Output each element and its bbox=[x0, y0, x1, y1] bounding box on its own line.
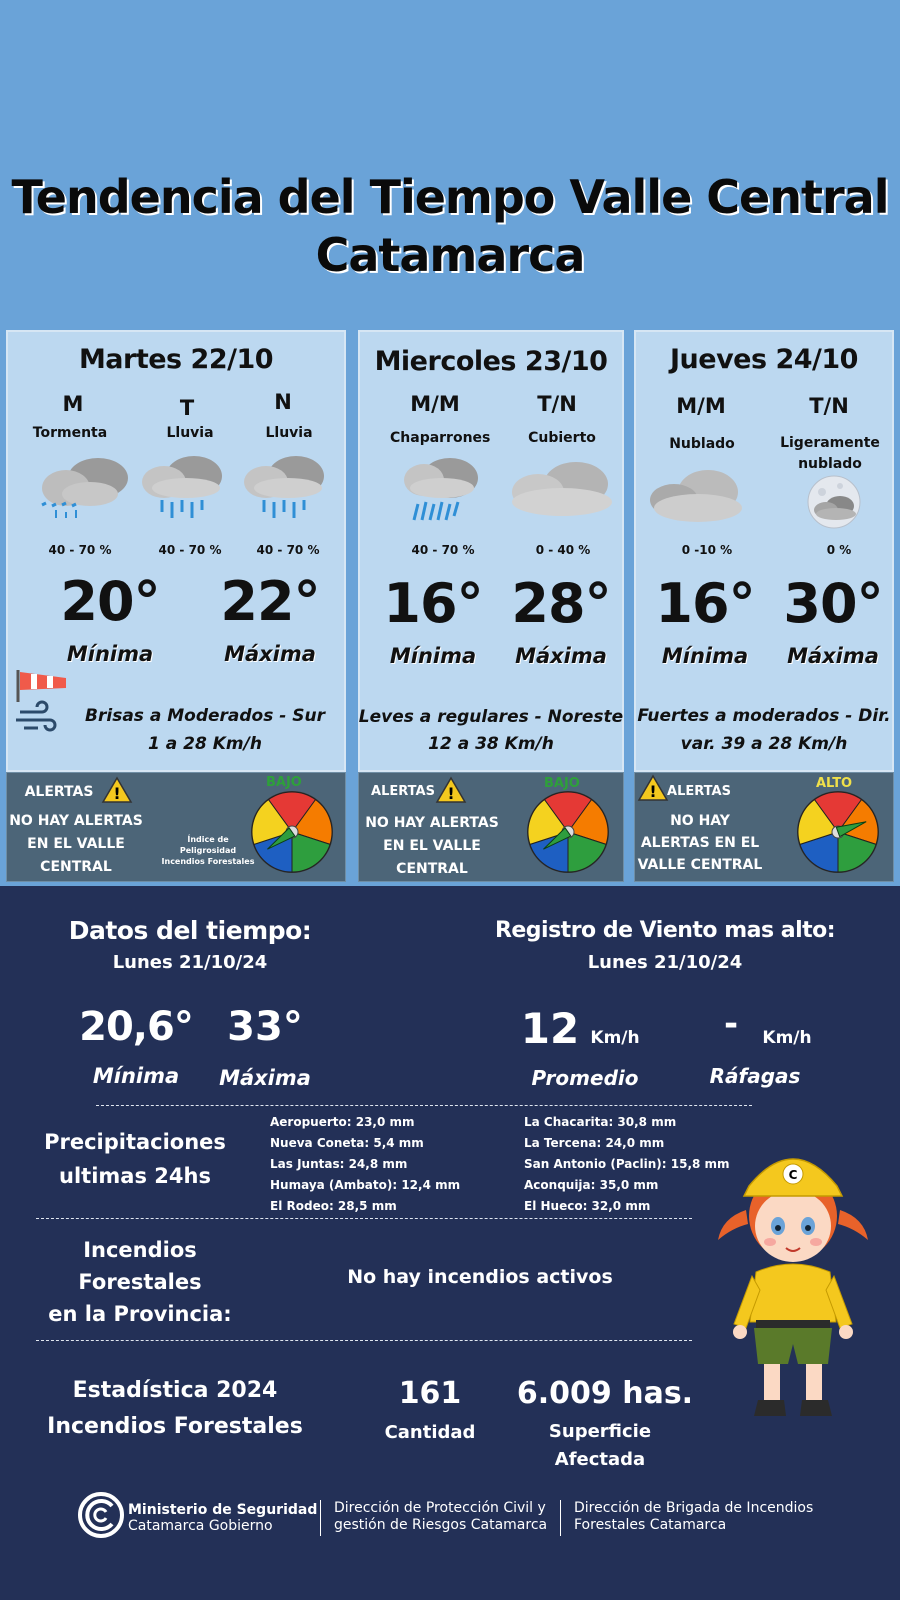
weather-data-title: Datos del tiempo: bbox=[68, 916, 312, 945]
footer-separator bbox=[320, 1500, 321, 1536]
fire-index-label: Índice de Peligrosidad Incendios Forestales bbox=[161, 835, 255, 866]
footer-separator bbox=[560, 1500, 561, 1536]
ministry-government: Catamarca Gobierno bbox=[128, 1518, 273, 1534]
divider bbox=[36, 1218, 692, 1219]
overcast-cloud-icon bbox=[506, 458, 616, 524]
condition-label: Lluvia bbox=[166, 425, 214, 441]
max-temp: 22° bbox=[220, 570, 320, 633]
divider bbox=[96, 1105, 752, 1106]
day-title: Jueves 24/10 bbox=[670, 344, 858, 375]
wind-average-unit: Km/h bbox=[590, 1028, 640, 1048]
fire-danger-gauge bbox=[796, 790, 880, 874]
rain-cloud-icon bbox=[140, 452, 226, 522]
alert-text: NO HAY ALERTAS EN EL VALLE CENTRAL bbox=[365, 815, 499, 877]
page-title: Tendencia del Tiempo Valle Central bbox=[11, 170, 889, 224]
wind-speed: 1 a 28 Km/h bbox=[148, 734, 262, 754]
rain-probability: 40 - 70 % bbox=[48, 543, 112, 557]
wind-average-label: Promedio bbox=[531, 1066, 639, 1090]
ministry-name: Ministerio de Seguridad bbox=[128, 1502, 318, 1518]
moon-cloud-icon bbox=[800, 474, 870, 532]
fire-level-label: BAJO bbox=[266, 775, 302, 790]
shower-cloud-icon bbox=[402, 454, 482, 530]
condition-label: Ligeramente bbox=[780, 435, 880, 451]
civil-protection-line2: gestión de Riesgos Catamarca bbox=[334, 1517, 548, 1533]
rain-probability: 0 - 40 % bbox=[535, 543, 591, 557]
alert-text: NO HAY ALERTAS EN EL VALLE CENTRAL bbox=[637, 813, 763, 873]
min-temp: 16° bbox=[655, 572, 755, 635]
rain-cloud-icon bbox=[242, 452, 328, 522]
rain-probability: 0 -10 % bbox=[681, 543, 733, 557]
fires-count-label: Cantidad bbox=[384, 1422, 476, 1443]
rain-probability: 40 - 70 % bbox=[411, 543, 475, 557]
period-label: M bbox=[62, 392, 84, 416]
fire-danger-gauge bbox=[250, 790, 334, 874]
fire-level-label: ALTO bbox=[816, 776, 853, 791]
weather-data-date: Lunes 21/10/24 bbox=[112, 952, 268, 973]
windsock-icon bbox=[14, 668, 74, 738]
alert-text: NO HAY ALERTAS EN EL VALLE CENTRAL bbox=[9, 813, 143, 875]
wind-record-date: Lunes 21/10/24 bbox=[587, 952, 743, 973]
period-label: T/N bbox=[537, 392, 577, 416]
observed-min-label: Mínima bbox=[92, 1064, 180, 1088]
precipitation-title: Precipitaciones bbox=[44, 1130, 226, 1154]
max-label: Máxima bbox=[515, 644, 607, 668]
wind-gust-unit: Km/h bbox=[762, 1028, 812, 1048]
period-label: N bbox=[274, 390, 292, 414]
min-temp: 20° bbox=[60, 570, 160, 633]
day-title: Martes 22/10 bbox=[78, 344, 274, 375]
burned-area: 6.009 has. bbox=[516, 1376, 694, 1411]
observed-max-temp: 33° bbox=[227, 1004, 303, 1050]
max-temp: 28° bbox=[511, 572, 611, 635]
wind-gust-label: Ráfagas bbox=[709, 1064, 801, 1088]
cloudy-icon bbox=[646, 468, 746, 526]
alert-title: ALERTAS bbox=[667, 784, 731, 799]
divider bbox=[36, 1340, 692, 1341]
brigade-line1: Dirección de Brigada de Incendios bbox=[574, 1500, 814, 1516]
page-subtitle: Catamarca bbox=[315, 228, 585, 282]
alert-title: ALERTAS bbox=[371, 784, 435, 799]
ministry-logo-icon bbox=[78, 1492, 124, 1538]
warning-icon bbox=[436, 776, 466, 804]
max-temp: 30° bbox=[783, 572, 883, 635]
condition-label: Chaparrones bbox=[390, 430, 491, 446]
forest-fires-title: Incendios Forestales en la Provincia: bbox=[48, 1238, 232, 1326]
period-label: T/N bbox=[809, 394, 849, 418]
rain-probability: 40 - 70 % bbox=[256, 543, 320, 557]
condition-label: nublado bbox=[798, 456, 862, 472]
burned-area-label: Superficie Afectada bbox=[548, 1421, 652, 1470]
svg-text:!: ! bbox=[113, 784, 121, 803]
fires-count: 161 bbox=[398, 1376, 462, 1411]
fire-level-label: BAJO bbox=[544, 776, 580, 791]
wind-description: Fuertes a moderados - Dir. bbox=[637, 706, 891, 726]
rain-probability: 0 % bbox=[826, 543, 852, 557]
wind-average-value: 12 bbox=[520, 1004, 580, 1053]
wind-record-title: Registro de Viento mas alto: bbox=[494, 918, 836, 943]
rain-probability: 40 - 70 % bbox=[158, 543, 222, 557]
wind-speed: var. 39 a 28 Km/h bbox=[680, 734, 848, 754]
alert-title: ALERTAS bbox=[24, 784, 94, 800]
condition-label: Tormenta bbox=[32, 425, 108, 441]
wind-gust-value: - bbox=[723, 1004, 739, 1044]
min-label: Mínima bbox=[661, 644, 749, 668]
condition-label: Cubierto bbox=[528, 430, 596, 446]
max-label: Máxima bbox=[224, 642, 316, 666]
min-label: Mínima bbox=[66, 642, 154, 666]
statistics-title: Estadística 2024 bbox=[72, 1378, 278, 1403]
condition-label: Lluvia bbox=[265, 425, 313, 441]
day-title: Miercoles 23/10 bbox=[374, 346, 608, 377]
max-label: Máxima bbox=[787, 644, 879, 668]
warning-icon bbox=[102, 776, 132, 804]
storm-cloud-icon bbox=[36, 450, 130, 526]
min-temp: 16° bbox=[383, 572, 483, 635]
observed-max-label: Máxima bbox=[219, 1066, 311, 1090]
period-label: T bbox=[179, 396, 195, 420]
svg-text:C: C bbox=[788, 1168, 798, 1182]
firefighter-mascot-icon bbox=[718, 1144, 868, 1440]
observed-min-temp: 20,6° bbox=[79, 1004, 193, 1050]
precipitation-list-2: La Chacarita: 30,8 mm La Tercena: 24,0 mm San Antonio (Paclin): 15,8 mm Aconquija: 35,0 mm El Hueco: 32,0 mm bbox=[524, 1115, 730, 1213]
period-label: M/M bbox=[410, 392, 460, 416]
precipitation-list-1: Aeropuerto: 23,0 mm Nueva Coneta: 5,4 mm Las Juntas: 24,8 mm Humaya (Ambato): 12,4 mm El Rodeo: 28,5 mm bbox=[270, 1115, 461, 1213]
wind-description: Brisas a Moderados - Sur bbox=[85, 706, 325, 726]
fire-danger-gauge bbox=[526, 790, 610, 874]
brigade-line2: Forestales Catamarca bbox=[574, 1517, 727, 1533]
condition-label: Nublado bbox=[669, 436, 735, 452]
period-label: M/M bbox=[676, 394, 726, 418]
svg-text:!: ! bbox=[447, 784, 455, 803]
wind-speed: 12 a 38 Km/h bbox=[428, 734, 554, 754]
min-label: Mínima bbox=[389, 644, 477, 668]
svg-text:!: ! bbox=[649, 782, 657, 801]
forest-fires-status: No hay incendios activos bbox=[347, 1266, 613, 1288]
statistics-subtitle: Incendios Forestales bbox=[47, 1414, 303, 1439]
precipitation-subtitle: ultimas 24hs bbox=[59, 1164, 211, 1188]
civil-protection-line1: Dirección de Protección Civil y bbox=[334, 1500, 546, 1516]
wind-description: Leves a regulares - Noreste bbox=[358, 707, 624, 727]
